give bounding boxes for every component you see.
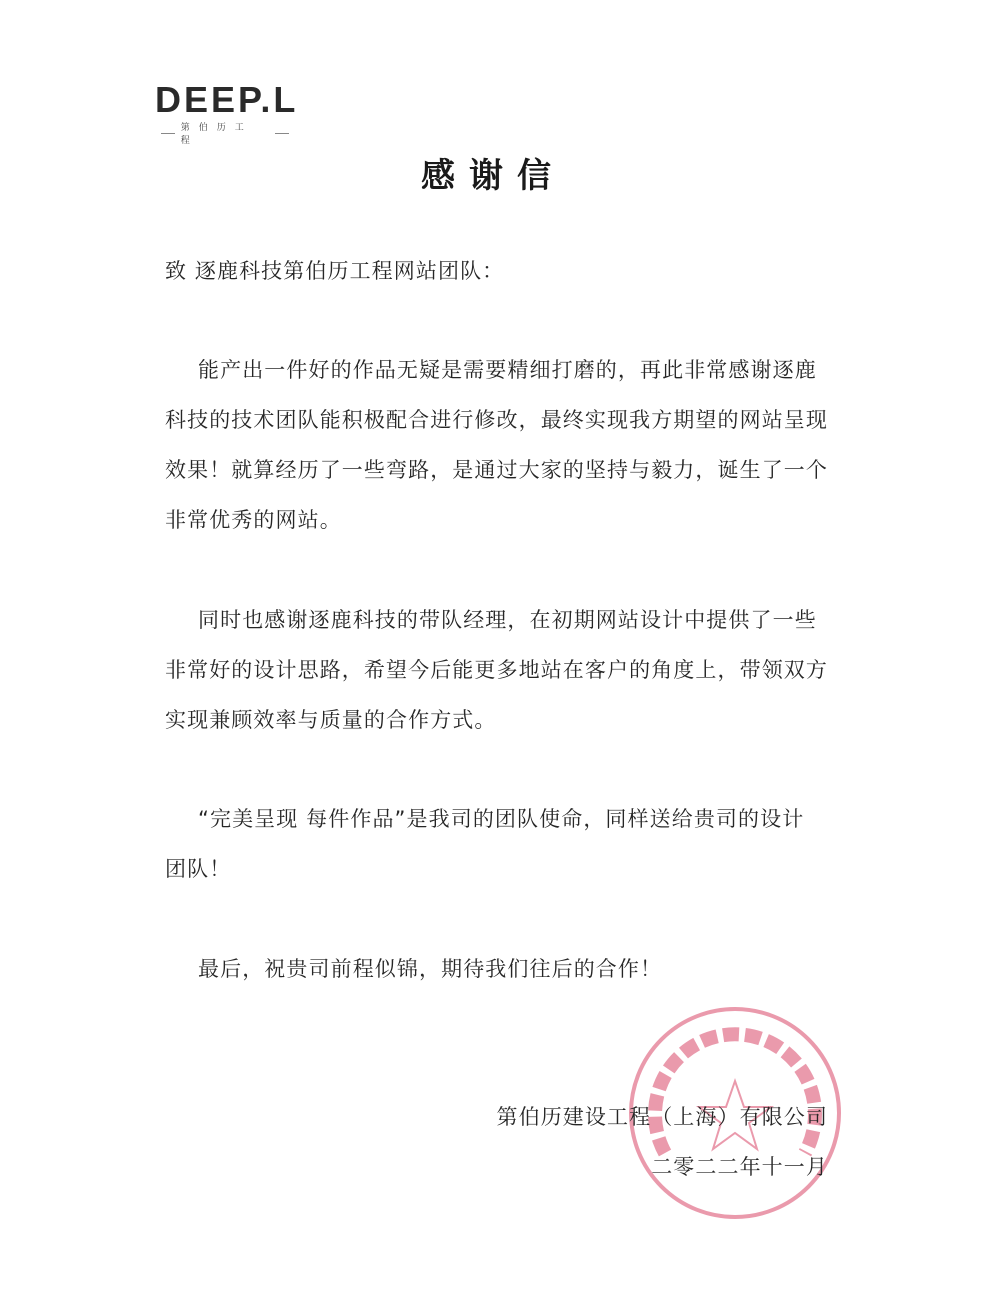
signature-company: 第伯历建设工程（上海）有限公司 [496,1105,828,1129]
logo-subtitle: 第伯历工程 [180,123,253,146]
signature-date: 二零二二年十一月 [651,1155,828,1179]
divider [161,133,175,134]
company-logo [155,79,299,146]
paragraph-2-line: 同时也感谢逐鹿科技的带队经理，在初期网站设计中提供了一些 [198,608,817,632]
paragraph-1-line: 能产出一件好的作品无疑是需要精细打磨的，再此非常感谢逐鹿 [198,358,817,382]
letter-title: 感谢信 [421,156,565,196]
paragraph-2-line: 非常好的设计思路，希望今后能更多地站在客户的角度上，带领双方 [165,658,828,682]
stamp-lettering-band [655,1034,815,1153]
paragraph-1-line: 科技的技术团队能积极配合进行修改，最终实现我方期望的网站呈现 [165,408,828,432]
paragraph-2-line: 实现兼顾效率与质量的合作方式。 [165,708,497,732]
paragraph-1-line: 非常优秀的网站。 [165,508,342,532]
divider [275,133,289,134]
logo-wordmark: DEEP.L [155,79,299,120]
paragraph-1-line: 效果！就算经历了一些弯路，是通过大家的坚持与毅力，诞生了一个 [165,458,828,482]
paragraph-3-line: 团队！ [165,857,232,881]
logo-subtitle-row [155,120,295,146]
paragraph-4-line: 最后，祝贵司前程似锦，期待我们往后的合作！ [198,957,663,981]
paragraph-3-line: “完美呈现 每件作品”是我司的团队使命，同样送给贵司的设计 [198,807,805,831]
salutation: 致 逐鹿科技第伯历工程网站团队： [165,259,505,283]
